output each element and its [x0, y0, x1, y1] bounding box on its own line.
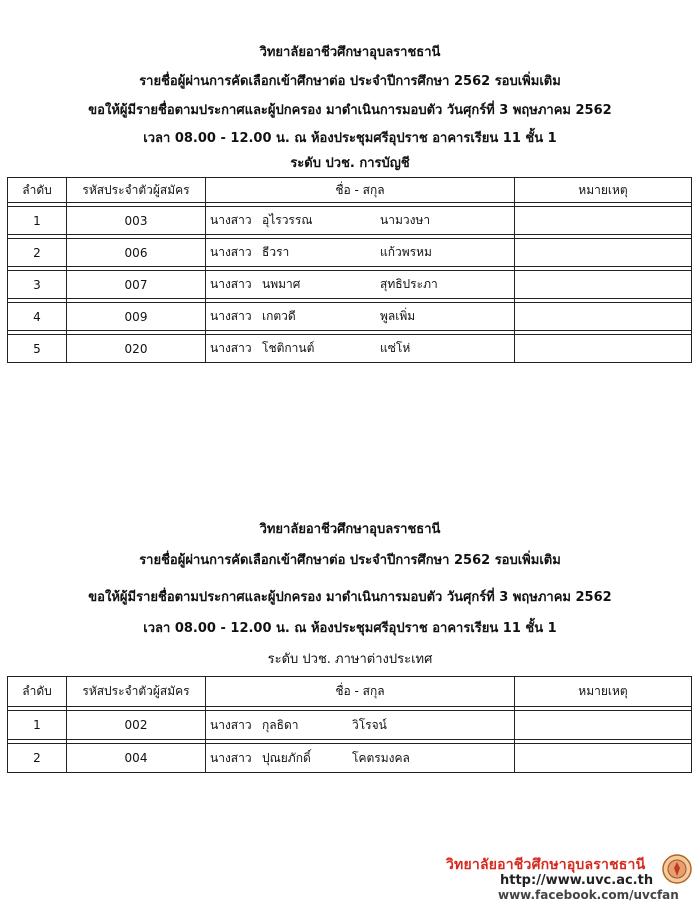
name-prefix: นางสาว [210, 750, 252, 765]
row-name [206, 239, 515, 267]
footer-college-name: วิทยาลัยอาชีวศึกษาอุบลราชธานี [446, 857, 646, 873]
report-instruction: ขอให้ผู้มีรายชื่อตามประกาศและผู้ปกครอง มาดำเนินการมอบตัว วันศุกร์ที่ 3 พฤษภาคม 2562 [88, 103, 612, 118]
header-name: ชื่อ - สกุล [206, 178, 515, 203]
table-row [8, 711, 692, 740]
college-seal-icon [662, 854, 692, 884]
row-code: 020 [67, 335, 206, 363]
first-name: โชติกานต์ [262, 341, 315, 355]
row-note [515, 335, 692, 363]
table-row [8, 271, 692, 299]
name-prefix: นางสาว [210, 277, 252, 291]
row-order: 1 [8, 711, 67, 740]
row-order: 2 [8, 744, 67, 773]
footer-website-link[interactable]: http://www.uvc.ac.th [500, 873, 654, 888]
row-order: 5 [8, 335, 67, 363]
table-row [8, 239, 692, 267]
row-name [206, 303, 515, 331]
last-name: พูลเพิ่ม [380, 309, 416, 323]
footer-brand [440, 852, 695, 902]
row-name [206, 207, 515, 235]
header-code: รหัสประจำตัวผู้สมัคร [67, 178, 206, 203]
header-note: หมายเหตุ [515, 178, 692, 203]
row-name [206, 711, 515, 740]
table-header-row [8, 178, 692, 203]
table-row [8, 303, 692, 331]
row-note [515, 711, 692, 740]
header-order: ลำดับ [8, 677, 67, 707]
row-order: 4 [8, 303, 67, 331]
last-name: วิโรจน์ [352, 717, 387, 732]
header-name: ชื่อ - สกุล [206, 677, 515, 707]
row-code: 009 [67, 303, 206, 331]
table-row [8, 207, 692, 235]
header-note: หมายเหตุ [515, 677, 692, 707]
row-code: 002 [67, 711, 206, 740]
first-name: นพมาศ [262, 277, 301, 291]
candidate-table [7, 676, 692, 773]
row-order: 2 [8, 239, 67, 267]
table-header-row [8, 677, 692, 707]
report-instruction: ขอให้ผู้มีรายชื่อตามประกาศและผู้ปกครอง มาดำเนินการมอบตัว วันศุกร์ที่ 3 พฤษภาคม 2562 [88, 590, 612, 605]
last-name: แก้วพรหม [380, 245, 432, 259]
time-place: เวลา 08.00 - 12.00 น. ณ ห้องประชุมศรีอุปราช อาคารเรียน 11 ชั้น 1 [143, 621, 557, 636]
school-name: วิทยาลัยอาชีวศึกษาอุบลราชธานี [259, 45, 441, 60]
candidate-table [7, 177, 692, 363]
name-prefix: นางสาว [210, 341, 252, 355]
row-name [206, 271, 515, 299]
table-row [8, 335, 692, 363]
school-name: วิทยาลัยอาชีวศึกษาอุบลราชธานี [259, 522, 441, 537]
name-prefix: นางสาว [210, 309, 252, 323]
row-note [515, 303, 692, 331]
row-note [515, 744, 692, 773]
name-prefix: นางสาว [210, 717, 252, 732]
header-code: รหัสประจำตัวผู้สมัคร [67, 677, 206, 707]
last-name: สุทธิประภา [380, 277, 438, 291]
time-place: เวลา 08.00 - 12.00 น. ณ ห้องประชุมศรีอุปราช อาคารเรียน 11 ชั้น 1 [143, 131, 557, 146]
first-name: อุไรวรรณ [262, 213, 313, 227]
level-program: ระดับ ปวช. การบัญชี [290, 156, 410, 171]
first-name: ปุณยภักดิ์ [262, 750, 311, 765]
row-note [515, 207, 692, 235]
last-name: แซ่โห่ [380, 341, 411, 355]
last-name: โคตรมงคล [352, 750, 410, 765]
header-order: ลำดับ [8, 178, 67, 203]
row-code: 007 [67, 271, 206, 299]
first-name: ธีวรา [262, 245, 290, 259]
row-order: 3 [8, 271, 67, 299]
first-name: กุลธิดา [262, 717, 299, 732]
name-prefix: นางสาว [210, 213, 252, 227]
row-note [515, 239, 692, 267]
row-name [206, 335, 515, 363]
row-code: 006 [67, 239, 206, 267]
announcement-subtitle: รายชื่อผู้ผ่านการคัดเลือกเข้าศึกษาต่อ ประจำปีการศึกษา 2562 รอบเพิ่มเติม [139, 553, 561, 568]
footer-facebook-link[interactable]: www.facebook.com/uvcfan [498, 888, 679, 902]
name-prefix: นางสาว [210, 245, 252, 259]
row-note [515, 271, 692, 299]
row-code: 004 [67, 744, 206, 773]
row-order: 1 [8, 207, 67, 235]
announcement-subtitle: รายชื่อผู้ผ่านการคัดเลือกเข้าศึกษาต่อ ประจำปีการศึกษา 2562 รอบเพิ่มเติม [139, 74, 561, 89]
table-row [8, 744, 692, 773]
first-name: เกตวดี [262, 309, 296, 323]
row-name [206, 744, 515, 773]
last-name: นามวงษา [380, 213, 431, 227]
level-program: ระดับ ปวช. ภาษาต่างประเทศ [267, 652, 433, 667]
row-code: 003 [67, 207, 206, 235]
